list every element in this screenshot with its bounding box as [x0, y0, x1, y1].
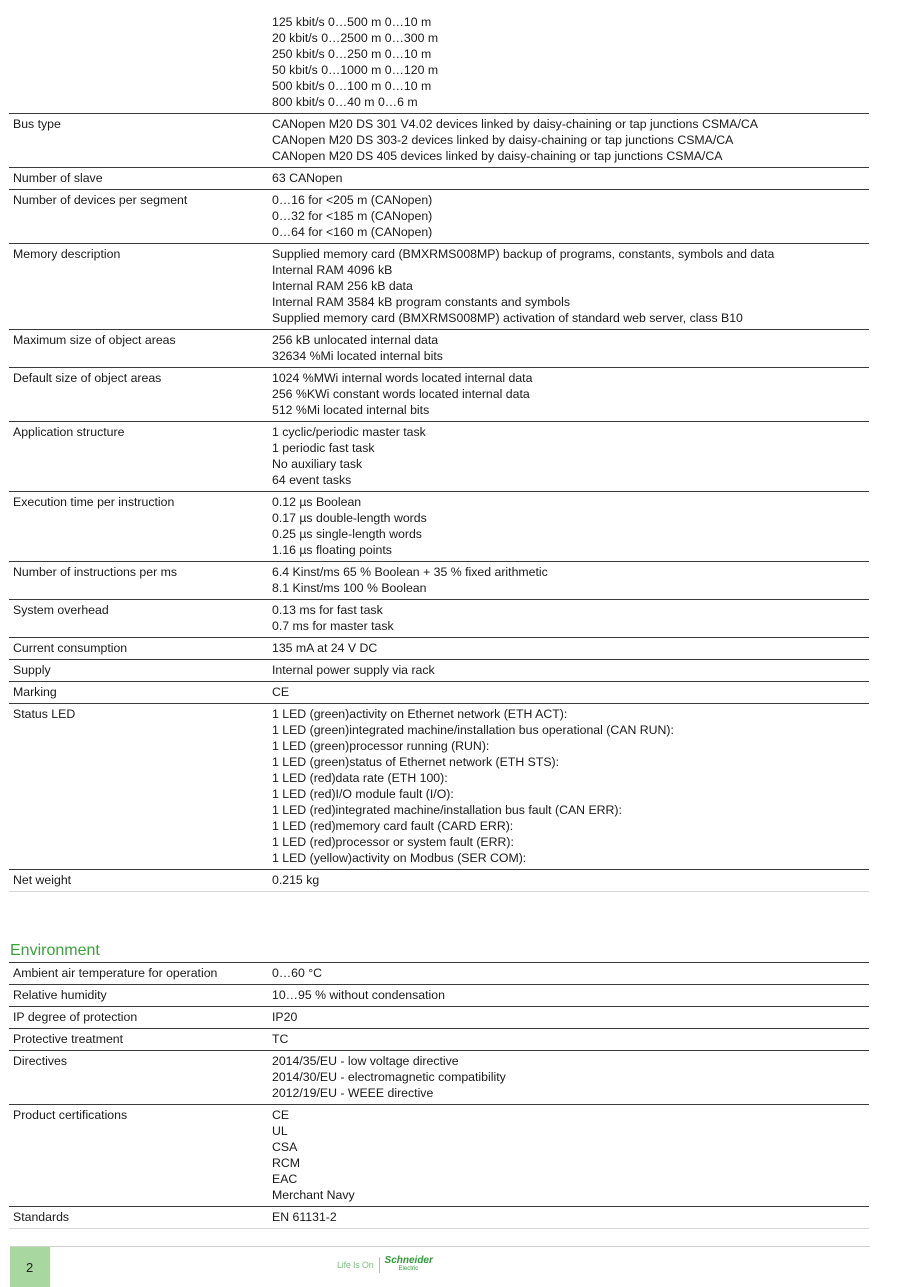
spec-value-line: 1 LED (red)integrated machine/installation bus fault (CAN ERR):: [272, 803, 622, 817]
spec-value-line: 256 %KWi constant words located internal data: [272, 387, 530, 401]
spec-value-line: 1.16 µs floating points: [272, 543, 392, 557]
spec-value-line: 125 kbit/s 0…500 m 0…10 m: [272, 15, 432, 29]
spec-value: [268, 704, 869, 870]
spec-row: [9, 1051, 869, 1105]
spec-value-line: EN 61131-2: [272, 1210, 337, 1224]
spec-value-line: CANopen M20 DS 405 devices linked by daisy-chaining or tap junctions CSMA/CA: [272, 149, 723, 163]
page-number-box: [10, 1247, 50, 1287]
spec-row: [9, 562, 869, 600]
spec-row: [9, 368, 869, 422]
spec-value-line: 0…16 for <205 m (CANopen): [272, 193, 433, 207]
spec-label: Marking: [13, 685, 57, 699]
spec-value-line: 250 kbit/s 0…250 m 0…10 m: [272, 47, 432, 61]
spec-value-line: 1 LED (green)activity on Ethernet network (ETH ACT):: [272, 707, 568, 721]
spec-value: [268, 244, 869, 330]
spec-value: [268, 14, 869, 114]
spec-value-line: 0.25 µs single-length words: [272, 527, 422, 541]
brand-name: Schneider: [384, 1255, 433, 1266]
spec-value-line: 1 cyclic/periodic master task: [272, 425, 426, 439]
spec-row: [9, 600, 869, 638]
spec-value-line: 20 kbit/s 0…2500 m 0…300 m: [272, 31, 439, 45]
spec-label: Bus type: [13, 117, 61, 131]
spec-row: [9, 660, 869, 682]
spec-row: [9, 492, 869, 562]
spec-value: [268, 114, 869, 168]
spec-value-line: 256 kB unlocated internal data: [272, 333, 439, 347]
spec-value-line: CANopen M20 DS 303-2 devices linked by daisy-chaining or tap junctions CSMA/CA: [272, 133, 734, 147]
spec-row: [9, 638, 869, 660]
spec-value-line: 32634 %Mi located internal bits: [272, 349, 443, 363]
spec-value: [268, 422, 869, 492]
spec-value: [268, 368, 869, 422]
spec-row: [9, 168, 869, 190]
schneider-logo: [337, 1256, 433, 1274]
spec-value-line: Internal RAM 4096 kB: [272, 263, 393, 277]
spec-label: Status LED: [13, 707, 76, 721]
spec-value-line: 10…95 % without condensation: [272, 988, 445, 1002]
spec-value: [268, 963, 869, 985]
spec-value-line: EAC: [272, 1172, 298, 1186]
spec-value-line: 1 LED (red)I/O module fault (I/O):: [272, 787, 454, 801]
spec-row: [9, 14, 869, 114]
spec-label: Number of slave: [13, 171, 103, 185]
spec-value-line: 63 CANopen: [272, 171, 343, 185]
spec-value: [268, 492, 869, 562]
spec-value-line: Internal RAM 3584 kB program constants and symbols: [272, 295, 571, 309]
logo-separator: [379, 1257, 380, 1273]
spec-value: [268, 985, 869, 1007]
spec-row: [9, 870, 869, 892]
spec-value-line: Supplied memory card (BMXRMS008MP) activation of standard web server, class B10: [272, 311, 743, 325]
spec-row: [9, 1105, 869, 1207]
spec-value-line: Internal power supply via rack: [272, 663, 435, 677]
spec-row: [9, 704, 869, 870]
spec-value-line: CANopen M20 DS 301 V4.02 devices linked by daisy-chaining or tap junctions CSMA/CA: [272, 117, 758, 131]
spec-value-line: 1 LED (red)data rate (ETH 100):: [272, 771, 448, 785]
spec-row: [9, 985, 869, 1007]
spec-value-line: 1 LED (red)memory card fault (CARD ERR):: [272, 819, 514, 833]
spec-value-line: 1 LED (yellow)activity on Modbus (SER COM):: [272, 851, 527, 865]
spec-row: [9, 1029, 869, 1051]
spec-label: Application structure: [13, 425, 125, 439]
spec-label: Ambient air temperature for operation: [13, 966, 218, 980]
environment-section: [9, 962, 869, 1229]
spec-value: [268, 562, 869, 600]
spec-value: [268, 660, 869, 682]
spec-value-line: Internal RAM 256 kB data: [272, 279, 413, 293]
spec-value-line: 1 LED (green)status of Ethernet network (ETH STS):: [272, 755, 560, 769]
brand-wordmark: [385, 1256, 433, 1274]
spec-value: [268, 168, 869, 190]
spec-label: IP degree of protection: [13, 1010, 138, 1024]
spec-label: Maximum size of object areas: [13, 333, 176, 347]
spec-row: [9, 244, 869, 330]
spec-row: [9, 330, 869, 368]
spec-value-line: 64 event tasks: [272, 473, 352, 487]
spec-label: Product certifications: [13, 1108, 128, 1122]
spec-label: Protective treatment: [13, 1032, 124, 1046]
spec-label: Default size of object areas: [13, 371, 162, 385]
main-spec-section: [9, 14, 869, 892]
spec-value-line: Merchant Navy: [272, 1188, 355, 1202]
spec-value-line: CSA: [272, 1140, 298, 1154]
spec-value: [268, 638, 869, 660]
spec-value-line: 0.17 µs double-length words: [272, 511, 427, 525]
spec-label: Relative humidity: [13, 988, 107, 1002]
spec-value-line: 0.13 ms for fast task: [272, 603, 383, 617]
spec-value-line: 2012/19/EU - WEEE directive: [272, 1086, 434, 1100]
spec-value-line: No auxiliary task: [272, 457, 363, 471]
spec-row: [9, 422, 869, 492]
spec-value-line: TC: [272, 1032, 289, 1046]
spec-row: [9, 1007, 869, 1029]
spec-value: [268, 600, 869, 638]
spec-value-line: IP20: [272, 1010, 298, 1024]
spec-label: Supply: [13, 663, 51, 677]
spec-value: [268, 190, 869, 244]
spec-value-line: 512 %Mi located internal bits: [272, 403, 430, 417]
spec-value: [268, 682, 869, 704]
main-spec-table: [9, 14, 869, 892]
spec-label: Standards: [13, 1210, 70, 1224]
spec-value-line: 0…60 °C: [272, 966, 323, 980]
spec-value-line: 2014/35/EU - low voltage directive: [272, 1054, 459, 1068]
page-number: 2: [26, 1260, 34, 1275]
spec-value-line: 8.1 Kinst/ms 100 % Boolean: [272, 581, 427, 595]
spec-row: [9, 963, 869, 985]
spec-value-line: 0…64 for <160 m (CANopen): [272, 225, 433, 239]
spec-value-line: 800 kbit/s 0…40 m 0…6 m: [272, 95, 418, 109]
spec-row: [9, 1207, 869, 1229]
spec-label: Number of devices per segment: [13, 193, 188, 207]
spec-label: System overhead: [13, 603, 109, 617]
spec-value-line: 0.7 ms for master task: [272, 619, 394, 633]
section-title-environment: Environment: [10, 942, 100, 959]
spec-value-line: Supplied memory card (BMXRMS008MP) backup of programs, constants, symbols and data: [272, 247, 775, 261]
brand-subname: Electric: [398, 1266, 419, 1272]
life-is-on-tagline: Life Is On: [337, 1260, 374, 1270]
spec-label: Execution time per instruction: [13, 495, 175, 509]
spec-row: [9, 114, 869, 168]
spec-value: [268, 1029, 869, 1051]
spec-value: [268, 1051, 869, 1105]
spec-label: Net weight: [13, 873, 72, 887]
spec-value-line: 0.12 µs Boolean: [272, 495, 362, 509]
spec-label: Number of instructions per ms: [13, 565, 178, 579]
spec-value-line: 1 LED (red)processor or system fault (ERR):: [272, 835, 514, 849]
spec-value-line: 1 LED (green)integrated machine/installation bus operational (CAN RUN):: [272, 723, 674, 737]
spec-label: Memory description: [13, 247, 121, 261]
spec-value-line: 500 kbit/s 0…100 m 0…10 m: [272, 79, 432, 93]
spec-label: Directives: [13, 1054, 67, 1068]
spec-label: [9, 14, 268, 114]
spec-value-line: UL: [272, 1124, 288, 1138]
footer-divider: [10, 1246, 870, 1247]
spec-value-line: RCM: [272, 1156, 301, 1170]
spec-value: [268, 870, 869, 892]
spec-value-line: CE: [272, 1108, 290, 1122]
spec-value-line: 1 periodic fast task: [272, 441, 375, 455]
spec-value-line: 0…32 for <185 m (CANopen): [272, 209, 433, 223]
spec-value: [268, 1007, 869, 1029]
spec-value-line: 2014/30/EU - electromagnetic compatibility: [272, 1070, 506, 1084]
environment-spec-table: [9, 963, 869, 1229]
spec-label: Current consumption: [13, 641, 128, 655]
spec-value-line: 6.4 Kinst/ms 65 % Boolean + 35 % fixed arithmetic: [272, 565, 548, 579]
spec-value-line: 0.215 kg: [272, 873, 320, 887]
spec-row: [9, 190, 869, 244]
spec-value-line: 1024 %MWi internal words located internal data: [272, 371, 533, 385]
spec-value-line: 1 LED (green)processor running (RUN):: [272, 739, 490, 753]
spec-value-line: 50 kbit/s 0…1000 m 0…120 m: [272, 63, 439, 77]
spec-value: [268, 1105, 869, 1207]
spec-row: [9, 682, 869, 704]
spec-value: [268, 330, 869, 368]
spec-value: [268, 1207, 869, 1229]
spec-value-line: 135 mA at 24 V DC: [272, 641, 378, 655]
spec-value-line: CE: [272, 685, 290, 699]
